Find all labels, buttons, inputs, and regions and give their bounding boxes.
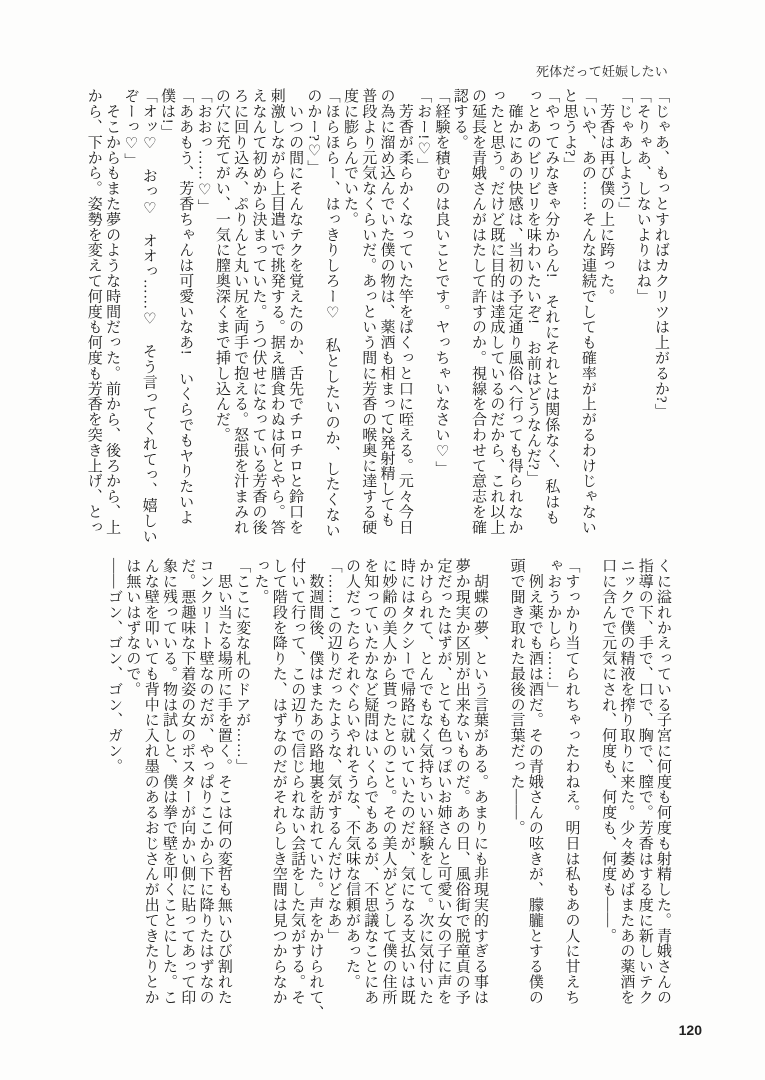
text-column: かけられて、とんでもなく気持ちいい経験をして。次に気付いた [417,558,434,1005]
running-header-title: 死体だって妊娠したい [535,64,668,79]
text-column: 数週間後、僕はまたあの路地裏を訪れていた。声をかけられて、 [307,558,324,1020]
text-column: えなんて初めから決まっていた。うつ伏せになっている芳香の後 [250,88,267,535]
page-number: 120 [678,1022,702,1038]
text-column: 思い当たる場所に手を置く。そこは何の変哲も無いひび割れた [215,558,232,1005]
text-column: 認する。 [451,88,468,150]
text-column: 「すっかり当てられちゃったわねえ。明日は私もあの人に甘えち [563,558,580,1005]
text-column: 度に膨らんでいた。 [341,88,358,227]
text-column: 「じゃあしよう!」 [616,88,633,217]
text-column: 定だったはずが、とても色っぽいお姉さんと可愛い女の子に声を [435,558,452,1005]
text-column: 芳香が柔らかくなっていた竿をぱくっと口に咥える。元々今日 [396,88,413,535]
text-column: だ。悪趣味な下着姿の女のポスターが向かい側に貼ってあって印 [179,558,196,1005]
text-column: 口に含んで元気にされ、何度も、何度も、何度も——。 [600,558,617,943]
text-column [489,558,507,1030]
text-column [581,558,599,1030]
text-column: いつの間にそんなテクを覚えたのか、舌先でチロチロと鈴口を [287,88,304,535]
text-column: 象に残っている。物は試しと、僕は拳で壁を叩くことにした。こ [160,558,177,1005]
text-column: 「ああもう、芳香ちゃんは可愛いなあ! いくらでもヤりたいよ [177,88,194,525]
text-column: 「おおっ……♡」 [195,88,212,215]
text-column: の穴に充てがい、一気に膣奥深くまで挿し込んだ。 [213,88,230,443]
text-column: のかー?♡」 [305,88,322,176]
text-column: 刺激しながら上目遣いで挑発する。据え膳食わぬは何とやら。答 [268,88,285,535]
text-column: 指導の下、手で、口で、胸で、膣で。芳香はする度に新しいテク [636,558,653,1005]
text-column: 胡蝶の夢、という言葉がある。あまりにも非現実的すぎる事は [472,558,489,1005]
text-column: 例え薬でも酒は酒だ。その青娥さんの呟きが、朦朧とする僕の [526,558,543,1005]
text-column: ぞーっ♡」 [122,88,139,168]
text-column: ニックで僕の精液を搾り取りに来た。少々萎めばまたあの薬酒を [618,558,635,1005]
text-column: の人だったらそれぐらいやれそうな、不気味な信頼があった。 [343,558,360,990]
text-column: の延長を青娥さんがはたして許すのか。視線を合わせて意志を確 [470,88,487,535]
text-column: 時にはタクシーで帰路に就いていたのだが、気になる支払いは既 [398,558,415,1005]
upper-text-block [85,88,671,556]
text-column: っとあのビリビリを味わいたいぞ! お前はどうなんだ?」 [524,88,541,486]
text-column: 「そりゃあ、しないよりはね」 [634,88,651,304]
text-column: 「ここに変な札のドアが……」 [234,558,251,774]
text-column: に妙齢の美人から貰ったとのこと。その美人がどうして僕の住所 [380,558,397,1005]
text-column: ——ゴン、ゴン、ゴン、ガン。 [106,558,123,774]
text-column: 「ほらほらー、はっきりしろー♡ 私としたいのか、したくない [323,88,340,538]
text-column: ったと思う。だけど既に目的は達成しているのだから、これ以上 [488,88,505,535]
text-column: コンクリート壁なのだが、やっぱりここから下に降りたはずなの [197,558,214,1005]
text-column: 「やってみなきゃ分からん! それにそれとは関係なく、私はも [543,88,560,525]
lower-text-block [105,558,672,1030]
text-column: と思うよ?」 [561,88,578,173]
text-column: から、下から。姿勢を変えて何度も何度も芳香を突き上げ、とっ [85,88,102,535]
text-column: 頭で聞き取れた最後の言葉だった——。 [508,558,525,836]
text-column: 確かにあの快感は、当初の予定通り風俗へ行っても得られなか [506,88,523,535]
text-column: の為に溜め込んでいた僕の物は、薬酒も相まって2発射精しても [378,88,395,528]
text-column: 「いや、あの……そんな連続でしても確率が上がるわけじゃない [579,88,596,535]
text-column: 僕は!」 [158,88,175,140]
text-column: くに溢れかえっている子宮に何度も何度も射精した。青娥さんの [655,558,671,1005]
text-column: 「オッ♡ おっ♡ オオっ……♡ そう言ってくれてっ、嬉しい [140,88,157,544]
text-column: 芳香は再び僕の上に跨った。 [598,88,615,304]
text-column: は無いはずなので。 [124,558,141,697]
text-column: 「経験を積むのは良いことです。ヤっちゃいなさい♡」 [433,88,450,476]
text-column: 「じゃあ、もっとすればカクリツは上がるか?」 [653,88,669,419]
text-column: そこからもまた夢のような時間だった。前から、後ろから、上 [104,88,121,535]
text-column: して階段を降りた、はずなのだがそれらしき空間は見つからなか [270,558,287,1005]
text-column: 普段より元気なくらいだ。あっという間に芳香の喉奥に達する硬 [360,88,377,535]
text-column: 「……この辺りだったような、気がするんだけどなあ」 [325,558,342,943]
text-column: ろに回り込み、ぷりんと丸い尻を両手で抱える。怒張を汁まみれ [232,88,249,535]
text-column: を知っていたかなど疑問はいくらでもあるが、不思議なことにあ [362,558,379,1005]
text-column: 付いて行って、この辺りで信じられない会話をした気がする。そ [289,558,306,1005]
text-column: った。 [252,558,269,605]
text-column: んな壁を叩いても背中に入れ墨のあるおじさんが出てきたりとか [142,558,159,1005]
text-column: ゃおうかしら……」 [545,558,562,697]
text-column: 夢か現実か区別が出来ないものだ。あの日、風俗街で脱童貞の予 [453,558,470,1005]
text-column: 「おー!♡」 [415,88,432,174]
